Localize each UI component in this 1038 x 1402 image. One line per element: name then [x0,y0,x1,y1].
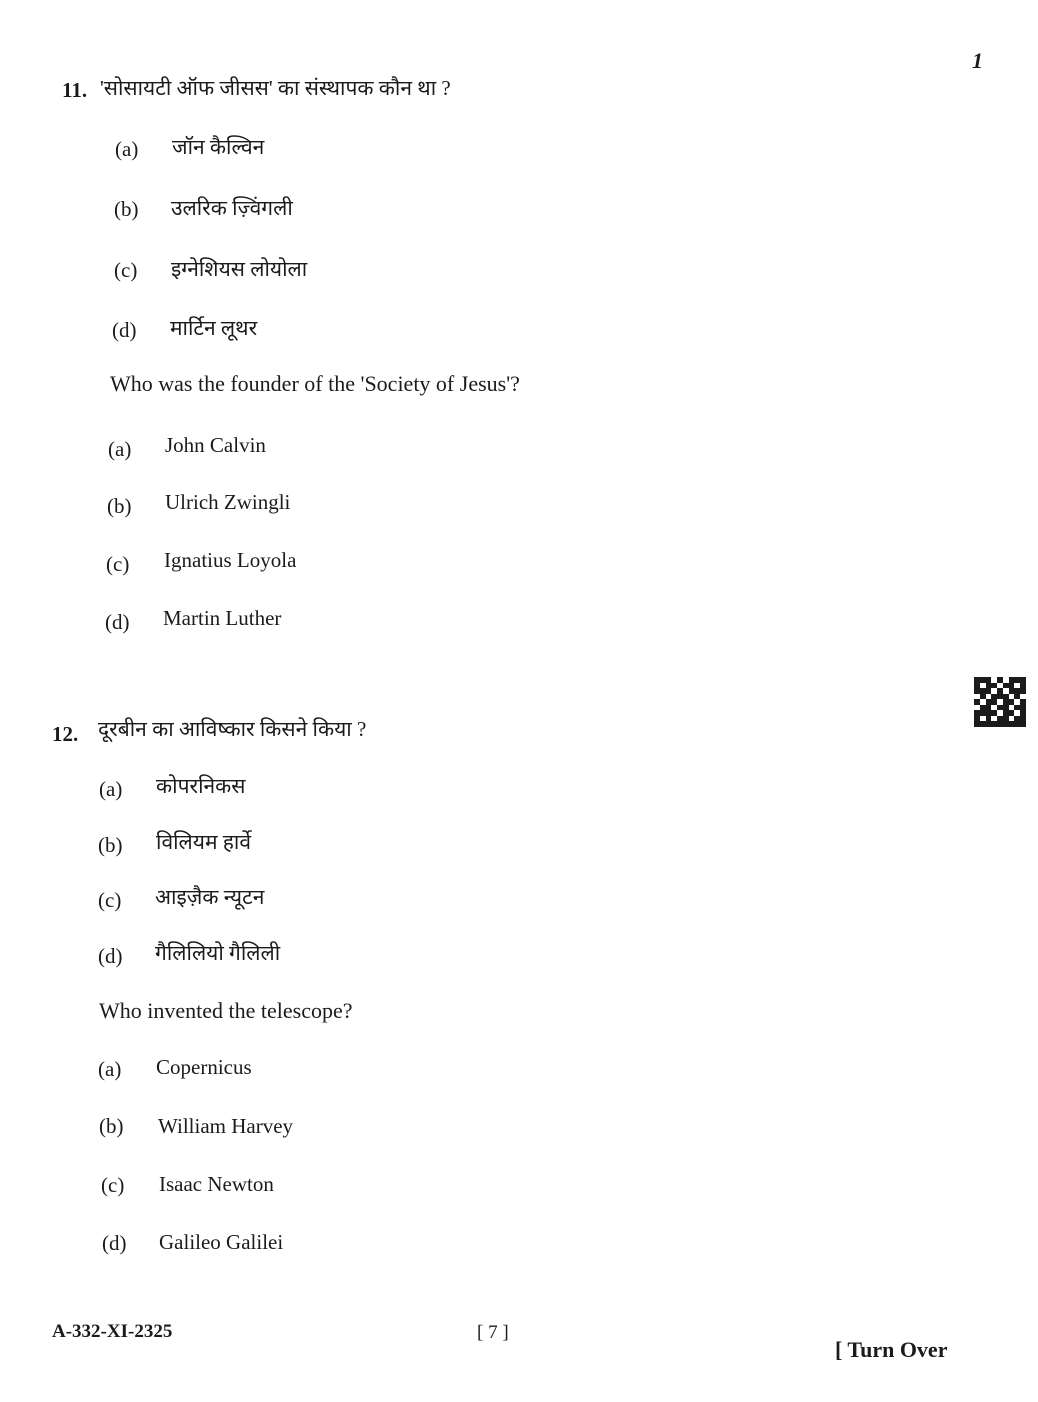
question-text-hindi: दूरबीन का आविष्कार किसने किया ? [98,717,367,741]
option-text-english: Isaac Newton [159,1172,274,1196]
option-text-english: William Harvey [158,1114,294,1138]
question-text-english: Who was the founder of the 'Society of Jesus'? [110,371,520,396]
option-letter: (c) [106,552,130,576]
option-letter: (b) [107,494,132,518]
option-letter: (c) [101,1173,125,1197]
option-letter: (b) [98,833,123,857]
option-text-hindi: इग्नेशियस लोयोला [171,257,308,281]
option-text-english: Copernicus [156,1055,252,1079]
option-text-hindi: विलियम हार्वे [156,830,252,854]
option-letter: (a) [98,1057,122,1081]
page-number: [ 7 ] [477,1322,509,1343]
option-letter: (d) [102,1231,127,1255]
option-text-hindi: मार्टिन लूथर [170,316,258,340]
question-number: 12. [52,722,79,746]
option-letter: (b) [114,197,139,221]
option-text-hindi: जॉन कैल्विन [172,135,265,159]
option-letter: (d) [105,610,130,634]
question-number: 11. [62,78,88,102]
option-letter: (d) [112,318,137,342]
option-text-english: Ulrich Zwingli [165,490,291,514]
option-letter: (c) [114,258,138,282]
option-letter: (a) [115,137,139,161]
qr-code [974,677,1026,727]
option-letter: (a) [99,777,123,801]
option-letter: (c) [98,888,122,912]
option-text-hindi: उलरिक ज़्विंगली [171,196,293,220]
option-text-hindi: आइज़ैक न्यूटन [155,885,265,909]
option-text-english: Galileo Galilei [159,1230,284,1254]
option-text-english: Martin Luther [163,606,282,630]
paper-code: A-332-XI-2325 [52,1321,173,1342]
option-letter: (d) [98,944,123,968]
option-letter: (a) [108,437,132,461]
turn-over-note: [ Turn Over [835,1337,948,1362]
option-letter: (b) [99,1114,124,1138]
page-corner-number: 1 [972,48,983,73]
option-text-hindi: कोपरनिकस [156,774,246,798]
option-text-hindi: गैलिलियो गैलिली [155,941,281,965]
option-text-english: Ignatius Loyola [164,548,297,572]
question-text-english: Who invented the telescope? [99,998,353,1023]
question-text-hindi: 'सोसायटी ऑफ जीसस' का संस्थापक कौन था ? [100,76,451,100]
option-text-english: John Calvin [165,433,266,457]
